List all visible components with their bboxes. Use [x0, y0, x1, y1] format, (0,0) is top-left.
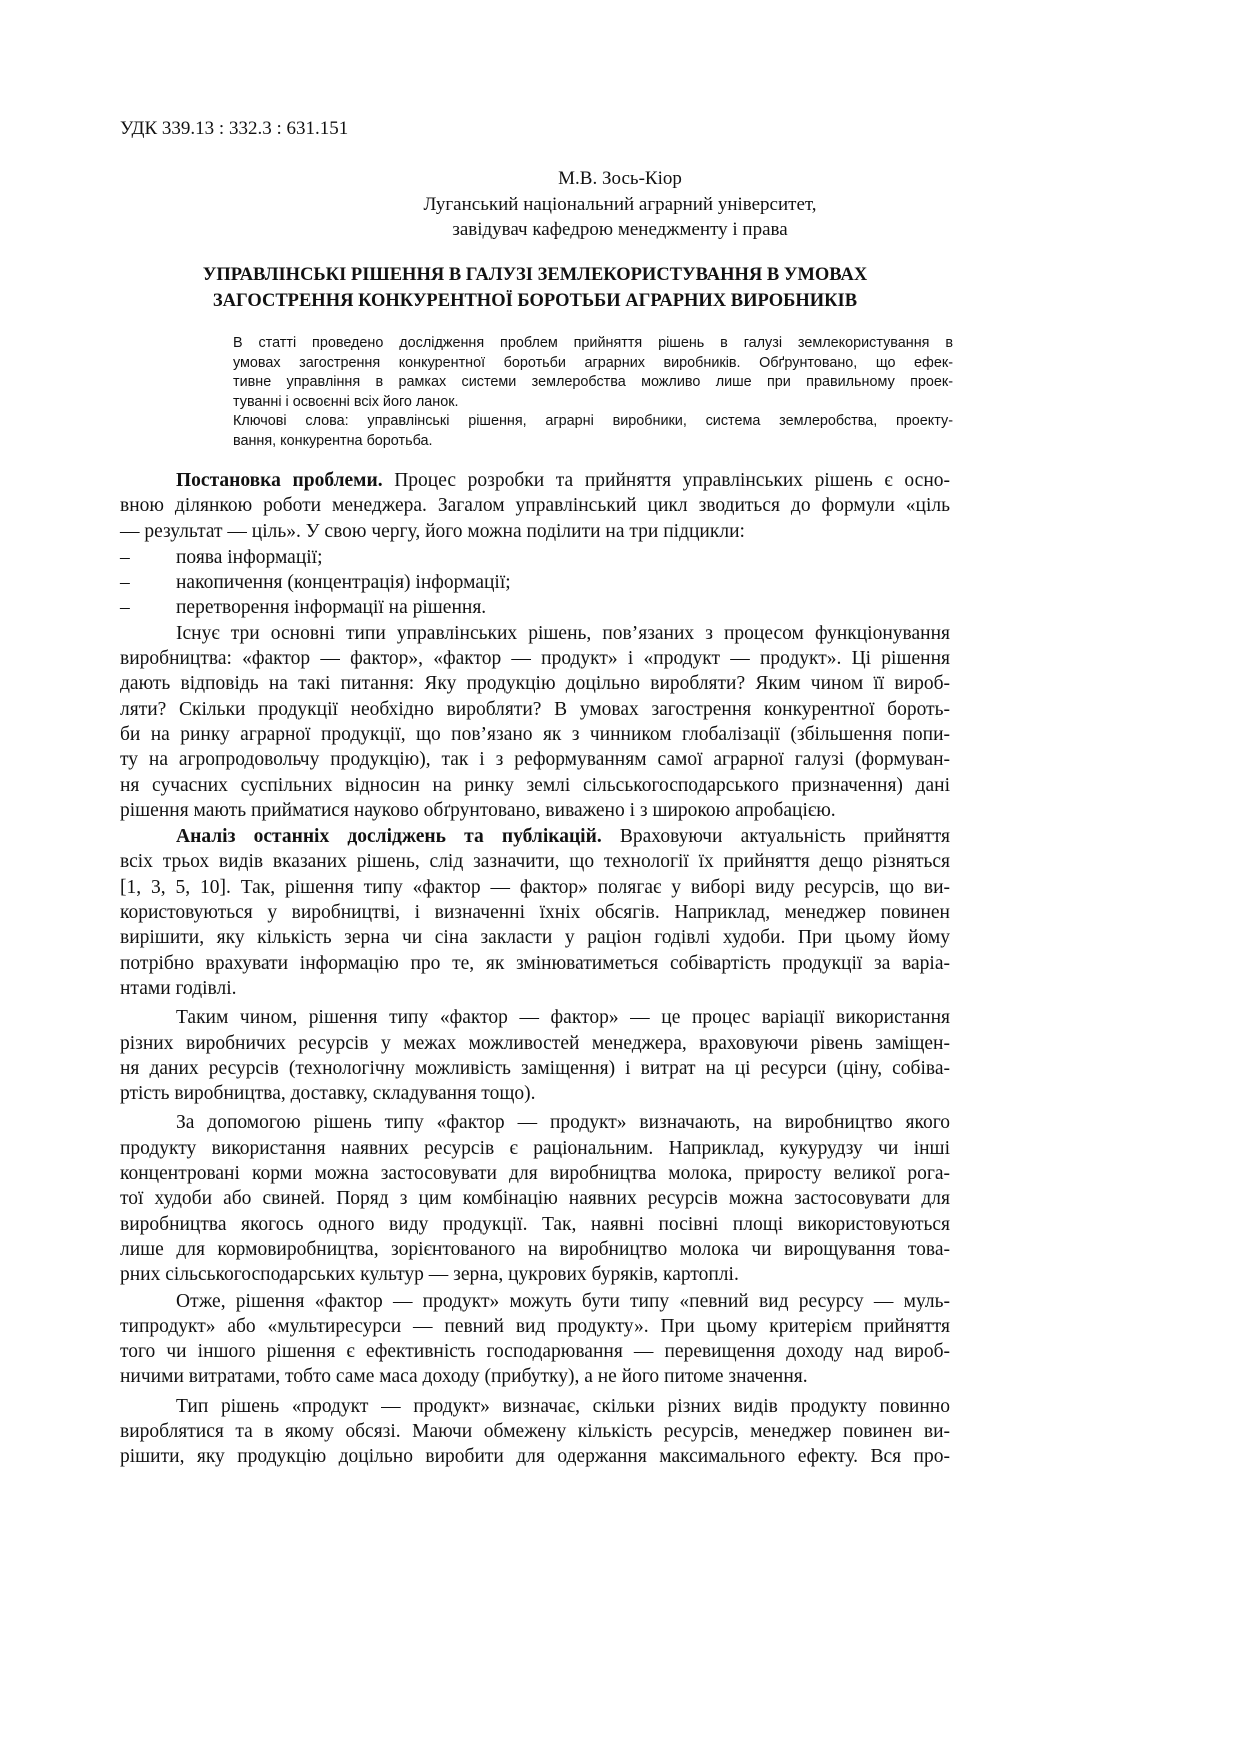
title-line: УПРАВЛІНСЬКІ РІШЕННЯ В ГАЛУЗІ ЗЕМЛЕКОРИСТУВАННЯ В УМОВАХ [202, 265, 868, 285]
section-heading: Аналіз останніх досліджень та публікацій. [176, 826, 602, 848]
bullet-dash: – [120, 572, 130, 594]
bullet-text: перетворення інформації на рішення. [176, 597, 487, 619]
paragraph-line: всіх трьох видів вказаних рішень, слід зазначити, що технології їх прийняття дещо різняться [120, 851, 950, 873]
paragraph-line: користовуються у виробництві, і визначенні їхніх обсягів. Наприклад, менеджер повинен [120, 902, 950, 924]
paragraph [120, 1394, 950, 1470]
bullet-text: накопичення (концентрація) інформації; [176, 572, 511, 594]
paragraph-line: нтами годівлі. [120, 977, 237, 999]
bullet-text: поява інформації; [176, 546, 323, 568]
abstract-line: умовах загострення конкурентної боротьби аграрних виробників. Обґрунтовано, що ефек- [233, 354, 953, 371]
paragraph-text: Таким чином, рішення типу «фактор — фактор» — це процес варіації використання [176, 1007, 950, 1029]
udk-code: УДК 339.13 : 332.3 : 631.151 [120, 118, 349, 139]
paragraph-line: лише для кормовиробництва, зорієнтованого на виробництво молока чи вирощування това- [120, 1238, 950, 1260]
paragraph-line: продукту використання наявних ресурсів є раціональним. Наприклад, кукурудзу чи інші [120, 1137, 950, 1159]
paragraph-line [120, 1110, 950, 1135]
bullet-item [120, 570, 950, 595]
paragraph-text: Процес розробки та прийняття управлінських рішень є осно- [382, 470, 950, 491]
paragraph-line: вирішити, яку кількість зерна чи сіна закласти у раціон годівлі худоби. При цьому йому [120, 927, 950, 949]
paragraph-line [120, 621, 950, 646]
paragraph-text: Існує три основні типи управлінських рішень, пов’язаних з процесом функціонування [176, 622, 950, 644]
paragraph-line: [1, 3, 5, 10]. Так, рішення типу «фактор — фактор» полягає у виборі виду ресурсів, що ви- [120, 876, 950, 898]
article-body [120, 468, 950, 1471]
paragraph-text: Отже, рішення «фактор — продукт» можуть бути типу «певний вид ресурсу — муль- [176, 1290, 950, 1312]
paragraph-line: — результат — ціль». У свою чергу, його можна поділити на три підцикли: [120, 520, 745, 542]
title-line: ЗАГОСТРЕННЯ КОНКУРЕНТНОЇ БОРОТЬБИ АГРАРНИХ ВИРОБНИКІВ [212, 291, 858, 311]
bullet-dash: – [120, 546, 130, 568]
paragraph-line: того чи іншого рішення є ефективність господарювання — перевищення доходу над вироб- [120, 1341, 950, 1363]
paragraph-line: ртість виробництва, доставку, складування тощо). [120, 1083, 536, 1105]
paragraph-line: ня сучасних суспільних відносин на ринку землі сільськогосподарського призначення) дані [120, 774, 950, 796]
paragraph-line: тої худоби або свиней. Поряд з цим комбінацію наявних ресурсів можна застосовувати для [120, 1188, 950, 1210]
paragraph-line: виробництва якогось одного виду продукції. Так, наявні посівні площі використовуються [120, 1213, 950, 1235]
paragraph-line: різних виробничих ресурсів у межах можливостей менеджера, враховуючи рівень заміщен- [120, 1032, 950, 1054]
paragraph [120, 621, 950, 823]
paragraph-line: ничими витратами, тобто саме маса доходу (прибутку), а не його питоме значення. [120, 1366, 808, 1388]
paragraph-line: рішення мають прийматися науково обґрунтовано, виважено і з широкою апробацією. [120, 799, 836, 821]
bullet-item [120, 545, 950, 570]
paragraph-line: типродукт» або «мультиресурси — певний вид продукту». При цьому критерієм прийняття [120, 1315, 950, 1337]
paragraph-text: Тип рішень «продукт — продукт» визначає, скільки різних видів продукту повинно [176, 1395, 950, 1417]
abstract [233, 334, 953, 451]
paragraph [120, 824, 950, 1001]
paragraph-line: ляти? Скільки продукції необхідно виробляти? В умовах загострення конкурентної бороть- [120, 698, 950, 720]
author-position: завідувач кафедрою менеджменту і права [452, 219, 788, 240]
paragraph [120, 1005, 950, 1106]
paragraph-line [120, 1289, 950, 1314]
author-affiliation: Луганський національний аграрний університет, [423, 194, 817, 215]
article-title [120, 262, 950, 314]
paragraph-line: потрібно врахувати інформацію про те, як змінюватиметься собівартість продукції за варіа- [120, 952, 950, 974]
paragraph [120, 1110, 950, 1287]
paragraph-line [120, 1394, 950, 1419]
section-heading: Постановка проблеми. [176, 470, 383, 491]
paragraph [120, 468, 950, 544]
paragraph-line [120, 824, 950, 849]
paragraph-line: би на ринку аграрної продукції, що пов’язано як з чинником глобалізації (збільшення попи- [120, 723, 950, 745]
paragraph-line: рних сільськогосподарських культур — зерна, цукрових буряків, картоплі. [120, 1264, 739, 1286]
paragraph-line: ня даних ресурсів (технологічну можливість заміщення) і витрат на ці ресурси (ціну, собіва- [120, 1057, 950, 1079]
paragraph-line: дають відповідь на такі питання: Яку продукцію доцільно виробляти? Яким чином її вироб- [120, 673, 950, 695]
paragraph-line: ту на агропродовольчу продукцію), так і з реформуванням самої аграрної галузі (формуван- [120, 749, 950, 771]
author-name: М.В. Зось-Кіор [558, 168, 682, 189]
paragraph-text: За допомогою рішень типу «фактор — продукт» визначають, на виробництво якого [176, 1112, 950, 1134]
keywords-line: Ключові слова: управлінські рішення, аграрні виробники, система землеробства, проекту- [233, 413, 953, 429]
abstract-line: туванні і освоєнні всіх його ланок. [233, 393, 459, 410]
paragraph-line: рішити, яку продукцію доцільно виробити для одержання максимального ефекту. Вся про- [120, 1446, 950, 1468]
paragraph-line: вироблятися та в якому обсязі. Маючи обмежену кількість ресурсів, менеджер повинен ви- [120, 1420, 950, 1442]
paragraph-line: вною ділянкою роботи менеджера. Загалом управлінський цикл зводиться до формули «ціль [120, 495, 950, 517]
keywords-line: вання, конкурентна боротьба. [233, 432, 433, 449]
paragraph-line: концентровані корми можна застосовувати для виробництва молока, приросту великої рога- [120, 1163, 950, 1185]
abstract-line: тивне управління в рамках системи землеробства можливо лише при правильному проек- [233, 374, 953, 390]
paragraph-line [120, 1005, 950, 1030]
abstract-line: В статті проведено дослідження проблем прийняття рішень в галузі землекористування в [233, 335, 953, 351]
bullet-item [120, 595, 950, 620]
paragraph-line: виробництва: «фактор — фактор», «фактор — продукт» і «продукт — продукт». Ці рішення [120, 648, 950, 670]
paragraph [120, 1289, 950, 1390]
bullet-dash: – [120, 597, 130, 619]
paragraph-line [120, 468, 950, 493]
paragraph-text: Враховуючи актуальність прийняття [601, 826, 951, 848]
